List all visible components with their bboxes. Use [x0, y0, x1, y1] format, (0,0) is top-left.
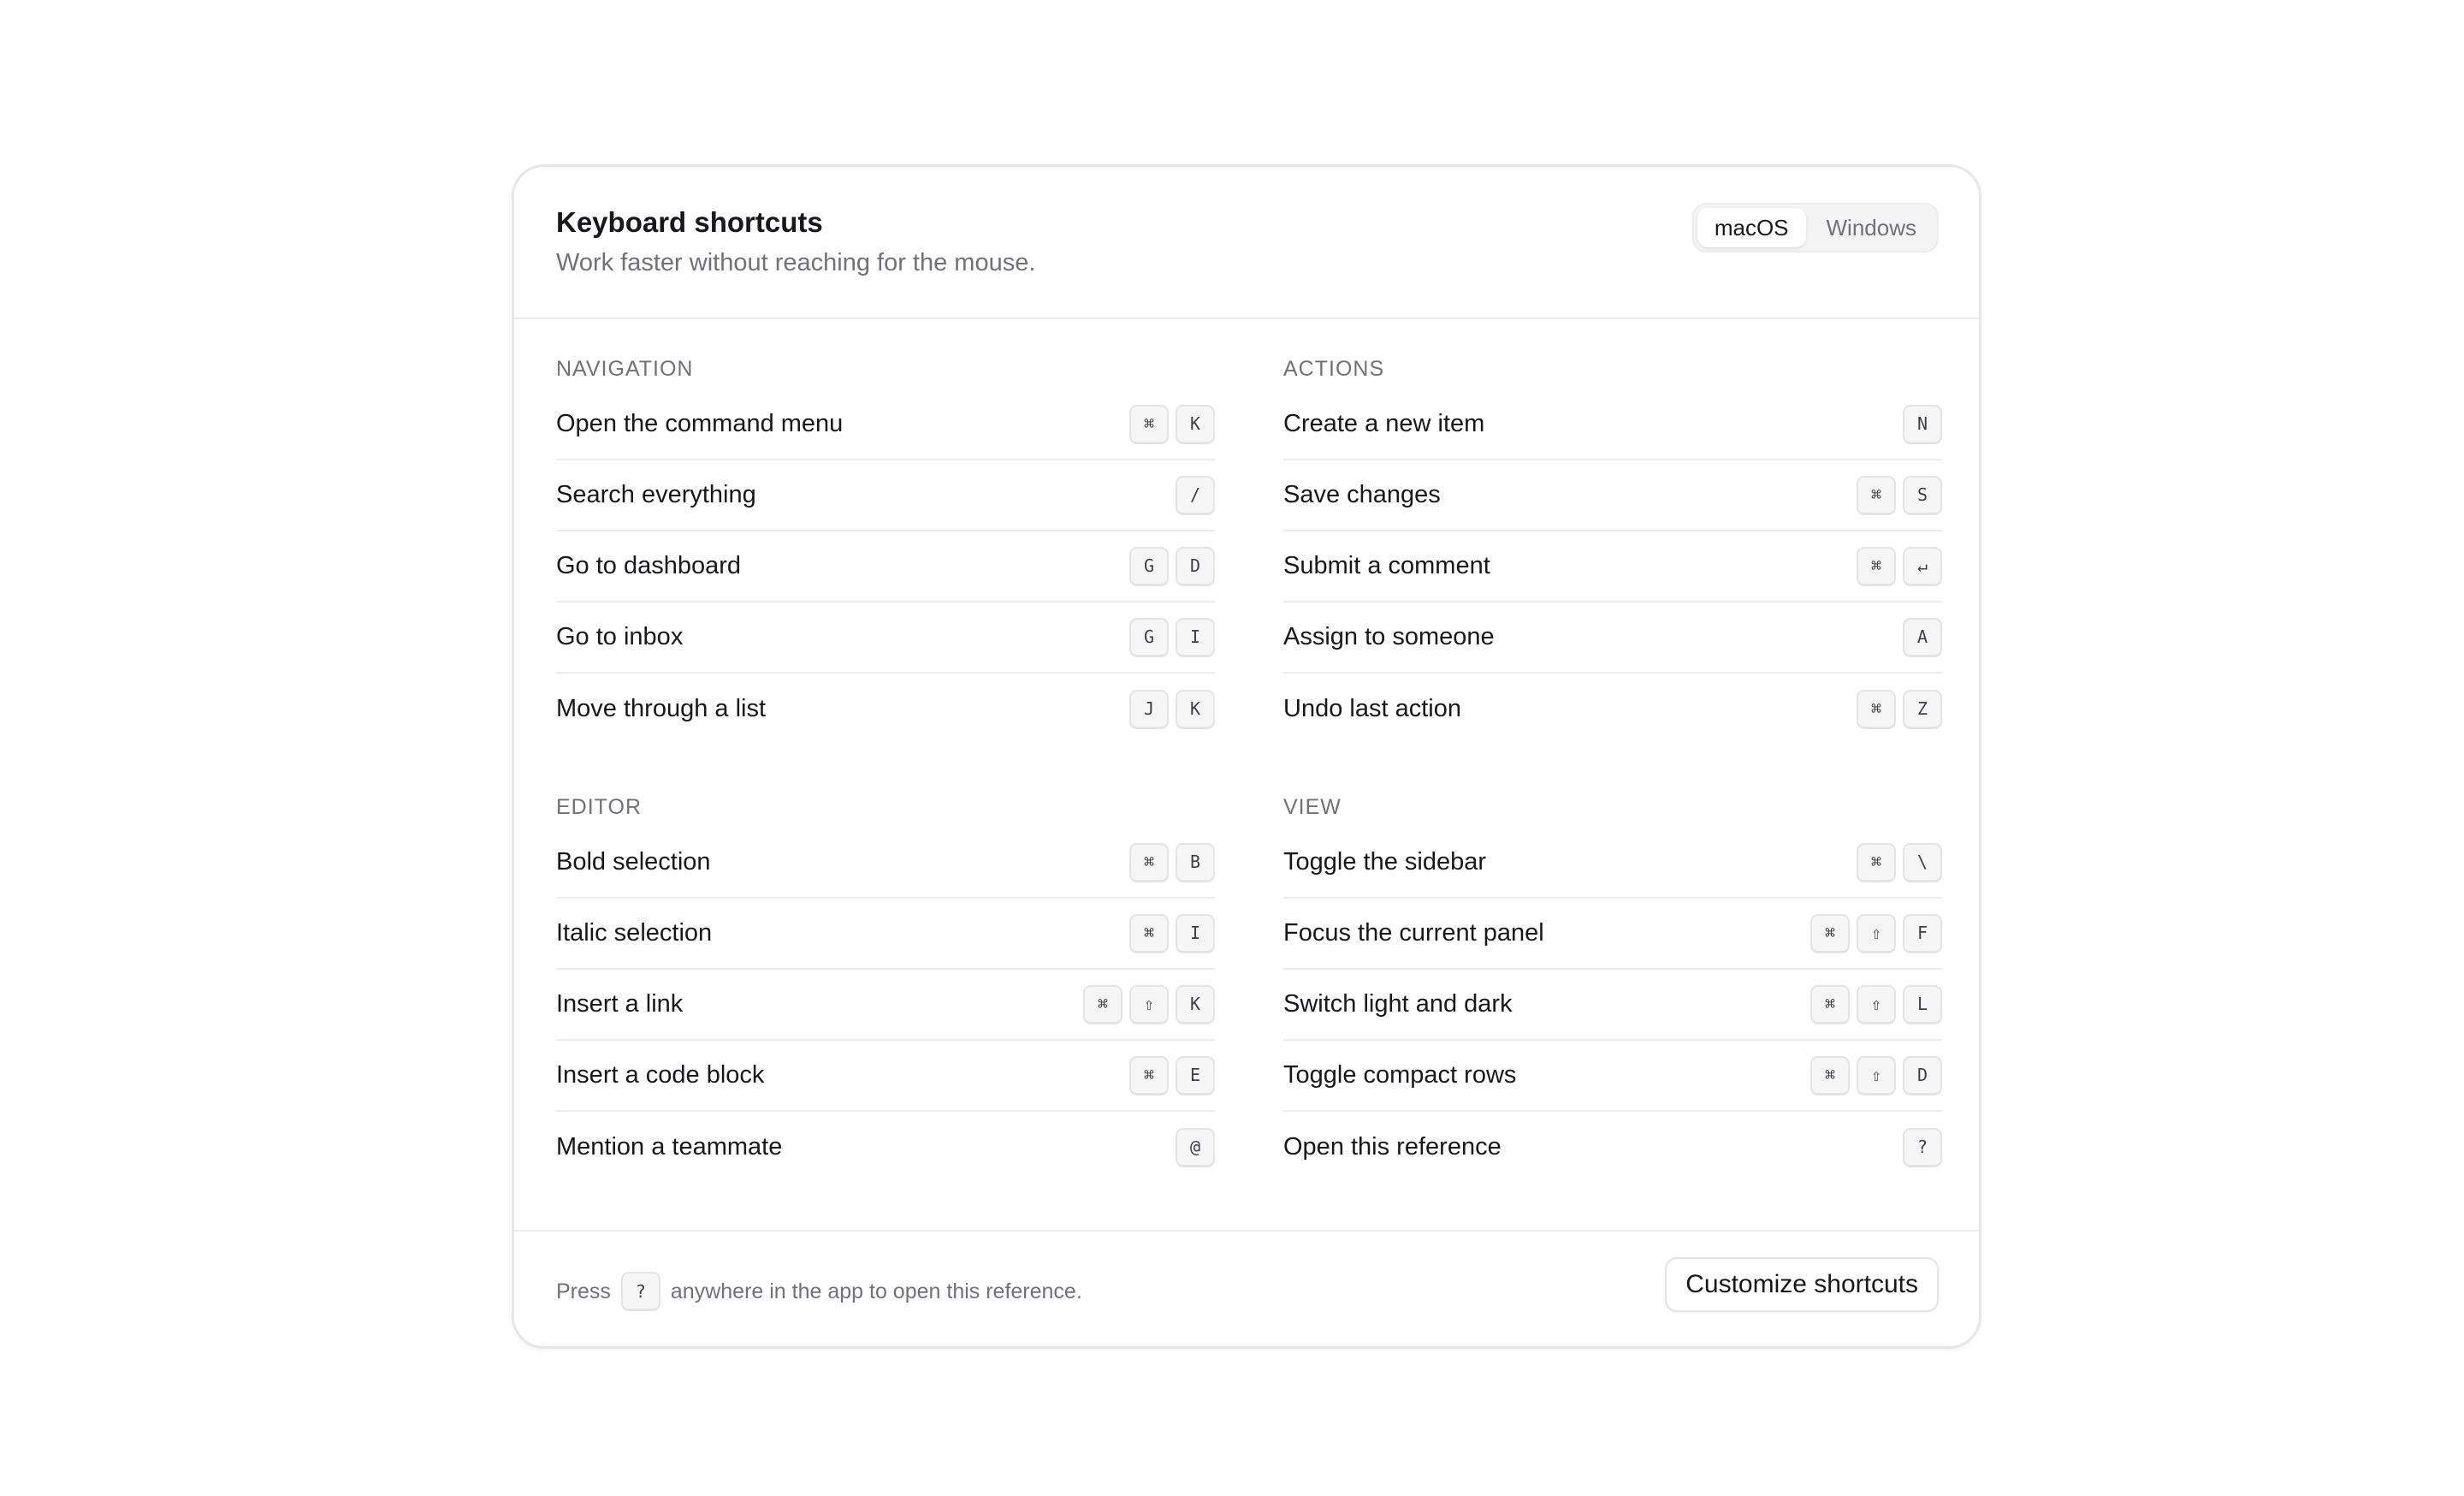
key-combo — [1857, 476, 1942, 515]
key-combo — [1176, 476, 1215, 515]
panel-footer — [514, 1232, 1979, 1349]
key-combo — [1129, 914, 1215, 953]
shortcut-row — [1283, 899, 1942, 970]
shortcut-label: Create a new item — [1283, 410, 1485, 437]
shortcut-label: Mention a teammate — [556, 1133, 783, 1161]
key-cap: G — [1129, 547, 1169, 586]
key-cap: ⌘ — [1810, 1056, 1850, 1095]
shortcut-label: Assign to someone — [1283, 623, 1495, 650]
key-combo — [1857, 843, 1942, 882]
shortcut-row — [556, 828, 1215, 899]
key-cap: ⌘ — [1857, 690, 1896, 729]
key-combo — [1903, 618, 1942, 657]
key-cap: ⌘ — [1857, 476, 1896, 515]
section-navigation — [556, 353, 1215, 745]
shortcut-row — [556, 970, 1215, 1041]
key-cap: ⇧ — [1857, 985, 1896, 1024]
key-cap: F — [1903, 914, 1942, 953]
shortcut-label: Toggle the sidebar — [1283, 848, 1486, 876]
key-combo — [1810, 914, 1942, 953]
panel-header — [514, 167, 1979, 319]
shortcut-row — [1283, 531, 1942, 603]
key-cap: J — [1129, 690, 1169, 729]
shortcut-label: Insert a code block — [556, 1061, 765, 1089]
key-combo — [1176, 1128, 1215, 1167]
shortcut-row — [556, 460, 1215, 531]
key-combo — [1857, 690, 1942, 729]
key-combo — [1129, 405, 1215, 444]
key-combo — [1129, 1056, 1215, 1095]
key-cap: K — [1176, 690, 1215, 729]
platform-option-windows[interactable]: Windows — [1826, 214, 1916, 240]
key-cap: K — [1176, 985, 1215, 1024]
shortcut-label: Undo last action — [1283, 695, 1461, 722]
key-cap: D — [1903, 1056, 1942, 1095]
key-cap: ⌘ — [1857, 843, 1896, 882]
shortcut-label: Move through a list — [556, 695, 767, 722]
key-combo — [1810, 985, 1942, 1024]
shortcut-list — [556, 828, 1215, 1183]
key-cap: ⌘ — [1810, 914, 1850, 953]
key-cap: ⌘ — [1129, 1056, 1169, 1095]
section-title: EDITOR — [556, 795, 642, 819]
key-cap: I — [1176, 618, 1215, 657]
key-cap: B — [1176, 843, 1215, 882]
panel-subtitle: Work faster without reaching for the mouse. — [556, 249, 1036, 276]
key-combo — [1857, 547, 1942, 586]
key-cap: E — [1176, 1056, 1215, 1095]
key-combo — [1129, 618, 1215, 657]
section-actions — [1283, 353, 1942, 745]
key-cap: K — [1176, 405, 1215, 444]
section-title: VIEW — [1283, 795, 1342, 819]
shortcut-list — [1283, 389, 1942, 745]
key-cap: \ — [1903, 843, 1942, 882]
platform-toggle — [1692, 203, 1939, 252]
footer-key: ? — [621, 1272, 660, 1311]
key-cap: ? — [1903, 1128, 1942, 1167]
shortcut-label: Open this reference — [1283, 1133, 1502, 1161]
key-cap: ↵ — [1903, 547, 1942, 586]
key-cap: D — [1176, 547, 1215, 586]
key-cap: / — [1176, 476, 1215, 515]
shortcut-row — [1283, 603, 1942, 674]
shortcut-row — [556, 531, 1215, 603]
shortcuts-panel — [512, 164, 1981, 1349]
footer-press-text: Press — [556, 1279, 611, 1303]
key-cap: A — [1903, 618, 1942, 657]
key-cap: ⌘ — [1129, 405, 1169, 444]
footer-hint — [556, 1232, 1082, 1349]
shortcut-label: Save changes — [1283, 481, 1441, 508]
panel-title: Keyboard shortcuts — [556, 206, 823, 238]
key-cap: L — [1903, 985, 1942, 1024]
key-cap: ⌘ — [1810, 985, 1850, 1024]
shortcut-sections — [514, 319, 1979, 1232]
shortcut-list — [1283, 828, 1942, 1183]
shortcut-label: Switch light and dark — [1283, 990, 1513, 1018]
key-cap: ⌘ — [1129, 843, 1169, 882]
key-combo — [1129, 547, 1215, 586]
section-title: NAVIGATION — [556, 357, 694, 381]
platform-option-macos[interactable]: macOS — [1697, 208, 1806, 247]
shortcut-row — [1283, 1041, 1942, 1112]
key-combo — [1903, 405, 1942, 444]
shortcut-label: Focus the current panel — [1283, 919, 1544, 947]
section-editor — [556, 792, 1215, 1183]
shortcut-row — [556, 1041, 1215, 1112]
key-cap: G — [1129, 618, 1169, 657]
key-combo — [1129, 690, 1215, 729]
key-cap: @ — [1176, 1128, 1215, 1167]
key-cap: I — [1176, 914, 1215, 953]
shortcut-label: Go to inbox — [556, 623, 684, 650]
shortcut-label: Go to dashboard — [556, 552, 742, 579]
shortcut-row — [1283, 460, 1942, 531]
shortcut-row — [1283, 674, 1942, 745]
shortcut-label: Search everything — [556, 481, 756, 508]
shortcut-row — [556, 1112, 1215, 1183]
key-combo — [1083, 985, 1215, 1024]
shortcut-row — [556, 899, 1215, 970]
section-title: ACTIONS — [1283, 357, 1385, 381]
footer-rest-text: anywhere in the app to open this reference. — [670, 1279, 1082, 1303]
shortcut-row — [556, 389, 1215, 460]
shortcut-list — [556, 389, 1215, 745]
shortcut-row — [556, 603, 1215, 674]
key-cap: ⌘ — [1083, 985, 1122, 1024]
shortcut-label: Toggle compact rows — [1283, 1061, 1517, 1089]
key-cap: ⌘ — [1129, 914, 1169, 953]
shortcut-label: Bold selection — [556, 848, 711, 876]
shortcut-label: Italic selection — [556, 919, 713, 947]
key-combo — [1810, 1056, 1942, 1095]
shortcut-row — [1283, 389, 1942, 460]
shortcut-label: Open the command menu — [556, 410, 844, 437]
key-cap: ⇧ — [1857, 1056, 1896, 1095]
key-cap: ⇧ — [1129, 985, 1169, 1024]
shortcut-row — [1283, 970, 1942, 1041]
key-cap: ⌘ — [1857, 547, 1896, 586]
shortcut-row — [1283, 828, 1942, 899]
shortcut-row — [556, 674, 1215, 745]
key-combo — [1903, 1128, 1942, 1167]
key-cap: N — [1903, 405, 1942, 444]
key-cap: S — [1903, 476, 1942, 515]
shortcut-row — [1283, 1112, 1942, 1183]
key-combo — [1129, 843, 1215, 882]
key-cap: Z — [1903, 690, 1942, 729]
shortcut-label: Submit a comment — [1283, 552, 1490, 579]
key-cap: ⇧ — [1857, 914, 1896, 953]
customize-shortcuts-button[interactable]: Customize shortcuts — [1665, 1257, 1939, 1312]
shortcut-label: Insert a link — [556, 990, 684, 1018]
section-view — [1283, 792, 1942, 1183]
